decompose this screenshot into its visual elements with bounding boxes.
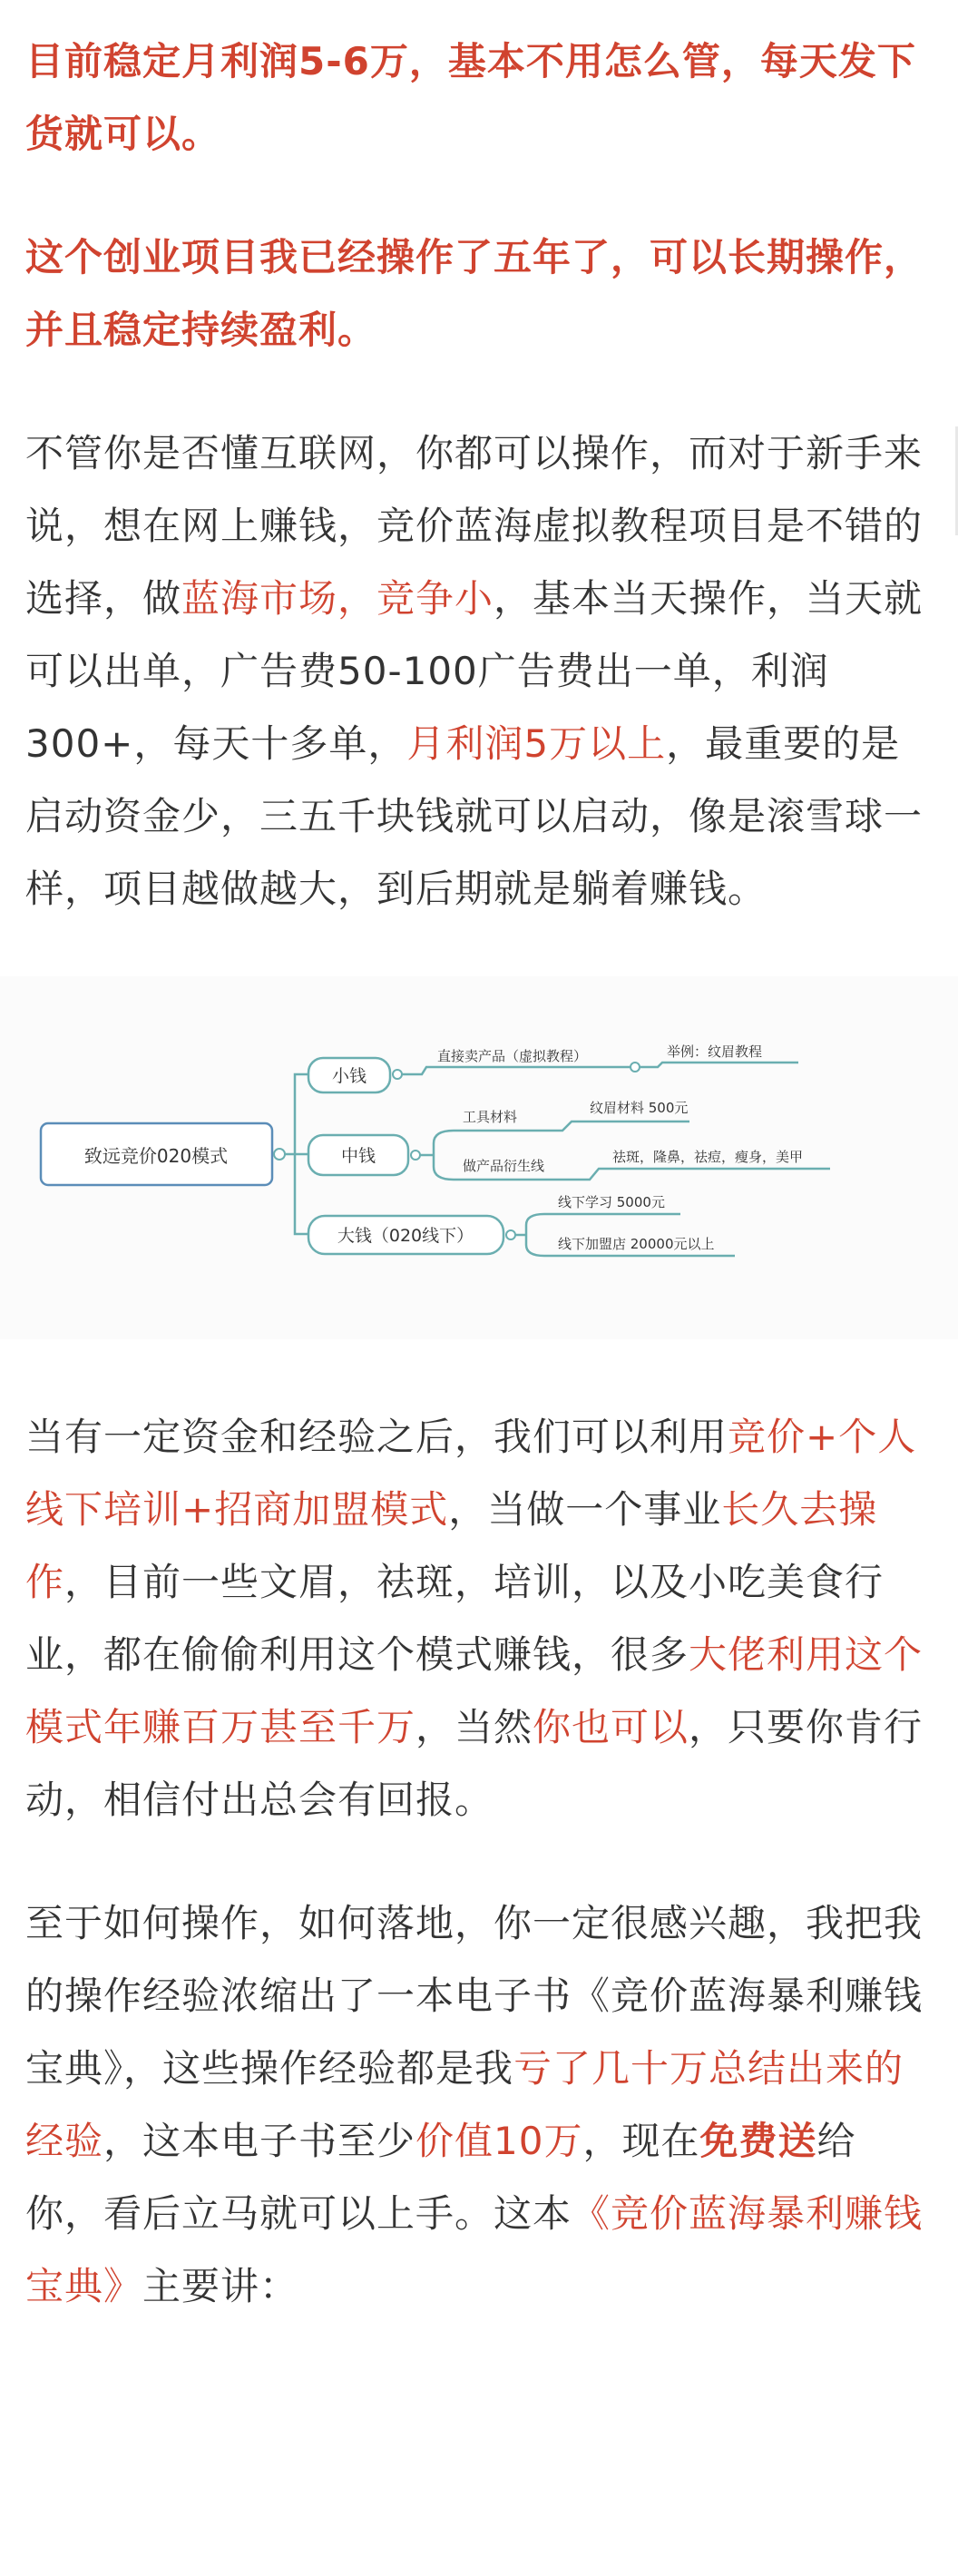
para3-text-2: ，这本电子书至少 bbox=[103, 2119, 416, 2163]
para2-text-1: 当有一定资金和经验之后，我们可以利用 bbox=[25, 1415, 728, 1459]
highlight-you-can-too: 你也可以 bbox=[533, 1705, 689, 1749]
para3-text-5: 主要讲： bbox=[142, 2264, 299, 2308]
mindmap-leaf-direct-sale: 直接卖产品（虚拟教程） bbox=[437, 1048, 588, 1064]
highlight-model: 竞价+个人线下培训+招商加盟模式 bbox=[25, 1415, 917, 1532]
mindmap-leaf-example: 举例：纹眉教程 bbox=[667, 1043, 763, 1060]
paragraph-model bbox=[25, 1401, 933, 1837]
article-body bbox=[25, 25, 933, 2323]
mindmap-leaf-derivative: 做产品衍生线 bbox=[463, 1158, 545, 1174]
mindmap-node-mid-label: 中钱 bbox=[340, 1146, 376, 1166]
highlight-experience: 亏了几十万总结出来的经验 bbox=[25, 2046, 904, 2163]
para2-text-2: ，当做一个事业 bbox=[448, 1487, 722, 1532]
mindmap-node-big-label: 大钱（020线下） bbox=[337, 1226, 474, 1246]
mindmap-node-small-label: 小钱 bbox=[331, 1066, 367, 1086]
mindmap-leaf-beauty-services: 祛斑，隆鼻，祛痘，瘦身，美甲 bbox=[612, 1149, 804, 1165]
highlight-monthly-profit: 月利润5万以上 bbox=[406, 721, 667, 766]
para2-text-4: ，当然 bbox=[415, 1705, 533, 1749]
mindmap-root-label: 致远竞价020模式 bbox=[83, 1145, 229, 1167]
mindmap-leaf-offline-study: 线下学习 5000元 bbox=[558, 1194, 665, 1210]
mindmap-leaf-tools: 工具材料 bbox=[463, 1109, 518, 1125]
highlight-long-term: 长久去操作 bbox=[25, 1487, 878, 1604]
highlight-free: 免费送 bbox=[699, 2119, 817, 2163]
para1-text-2: ，基本当天操作，当天就可以出单，广告费50-100广告费出一单，利润300+，每天十多单， bbox=[25, 576, 924, 766]
para2-text-3: ，目前一些文眉，祛斑，培训，以及小吃美食行业，都在偷偷利用这个模式赚钱，很多 bbox=[25, 1560, 885, 1677]
intro-line-1: 目前稳定月利润5-6万，基本不用怎么管，每天发下货就可以。 bbox=[25, 39, 916, 156]
paragraph-intro bbox=[25, 417, 933, 926]
para3-text-1: 至于如何操作，如何落地，你一定很感兴趣，我把我的操作经验浓缩出了一本电子书《竞价蓝海暴利赚钱宝典》，这些操作经验都是我 bbox=[25, 1901, 924, 2091]
para3-text-3: ，现在 bbox=[582, 2119, 700, 2163]
highlight-big-earners: 大佬利用这个模式年赚百万甚至千万 bbox=[25, 1632, 924, 1749]
para3-text-4: 给你，看后立马就可以上手。这本 bbox=[25, 2119, 856, 2236]
mindmap-leaf-eyebrow-materials: 纹眉材料 500元 bbox=[590, 1100, 689, 1116]
highlight-ebook-title: 《竞价蓝海暴利赚钱宝典》 bbox=[25, 2191, 924, 2308]
para1-text-3: ，最重要的是启动资金少，三五千块钱就可以启动，像是滚雪球一样，项目越做越大，到后期就是躺着赚钱。 bbox=[25, 721, 924, 911]
paragraph-ebook bbox=[25, 1887, 933, 2323]
mindmap-leaf-franchise: 线下加盟店 20000元以上 bbox=[558, 1236, 715, 1252]
intro-line-2: 这个创业项目我已经操作了五年了，可以长期操作，并且稳定持续盈利。 bbox=[25, 235, 924, 352]
highlight-blue-ocean: 蓝海市场，竞争小 bbox=[181, 576, 494, 621]
mindmap-image bbox=[0, 976, 958, 1339]
highlight-value: 价值10万 bbox=[415, 2119, 583, 2163]
para1-text-1: 不管你是否懂互联网，你都可以操作，而对于新手来说，想在网上赚钱，竞价蓝海虚拟教程项目是不错的选择，做 bbox=[25, 431, 924, 621]
mindmap-diagram bbox=[0, 976, 958, 1339]
para2-text-5: ，只要你肯行动，相信付出总会有回报。 bbox=[25, 1705, 924, 1822]
